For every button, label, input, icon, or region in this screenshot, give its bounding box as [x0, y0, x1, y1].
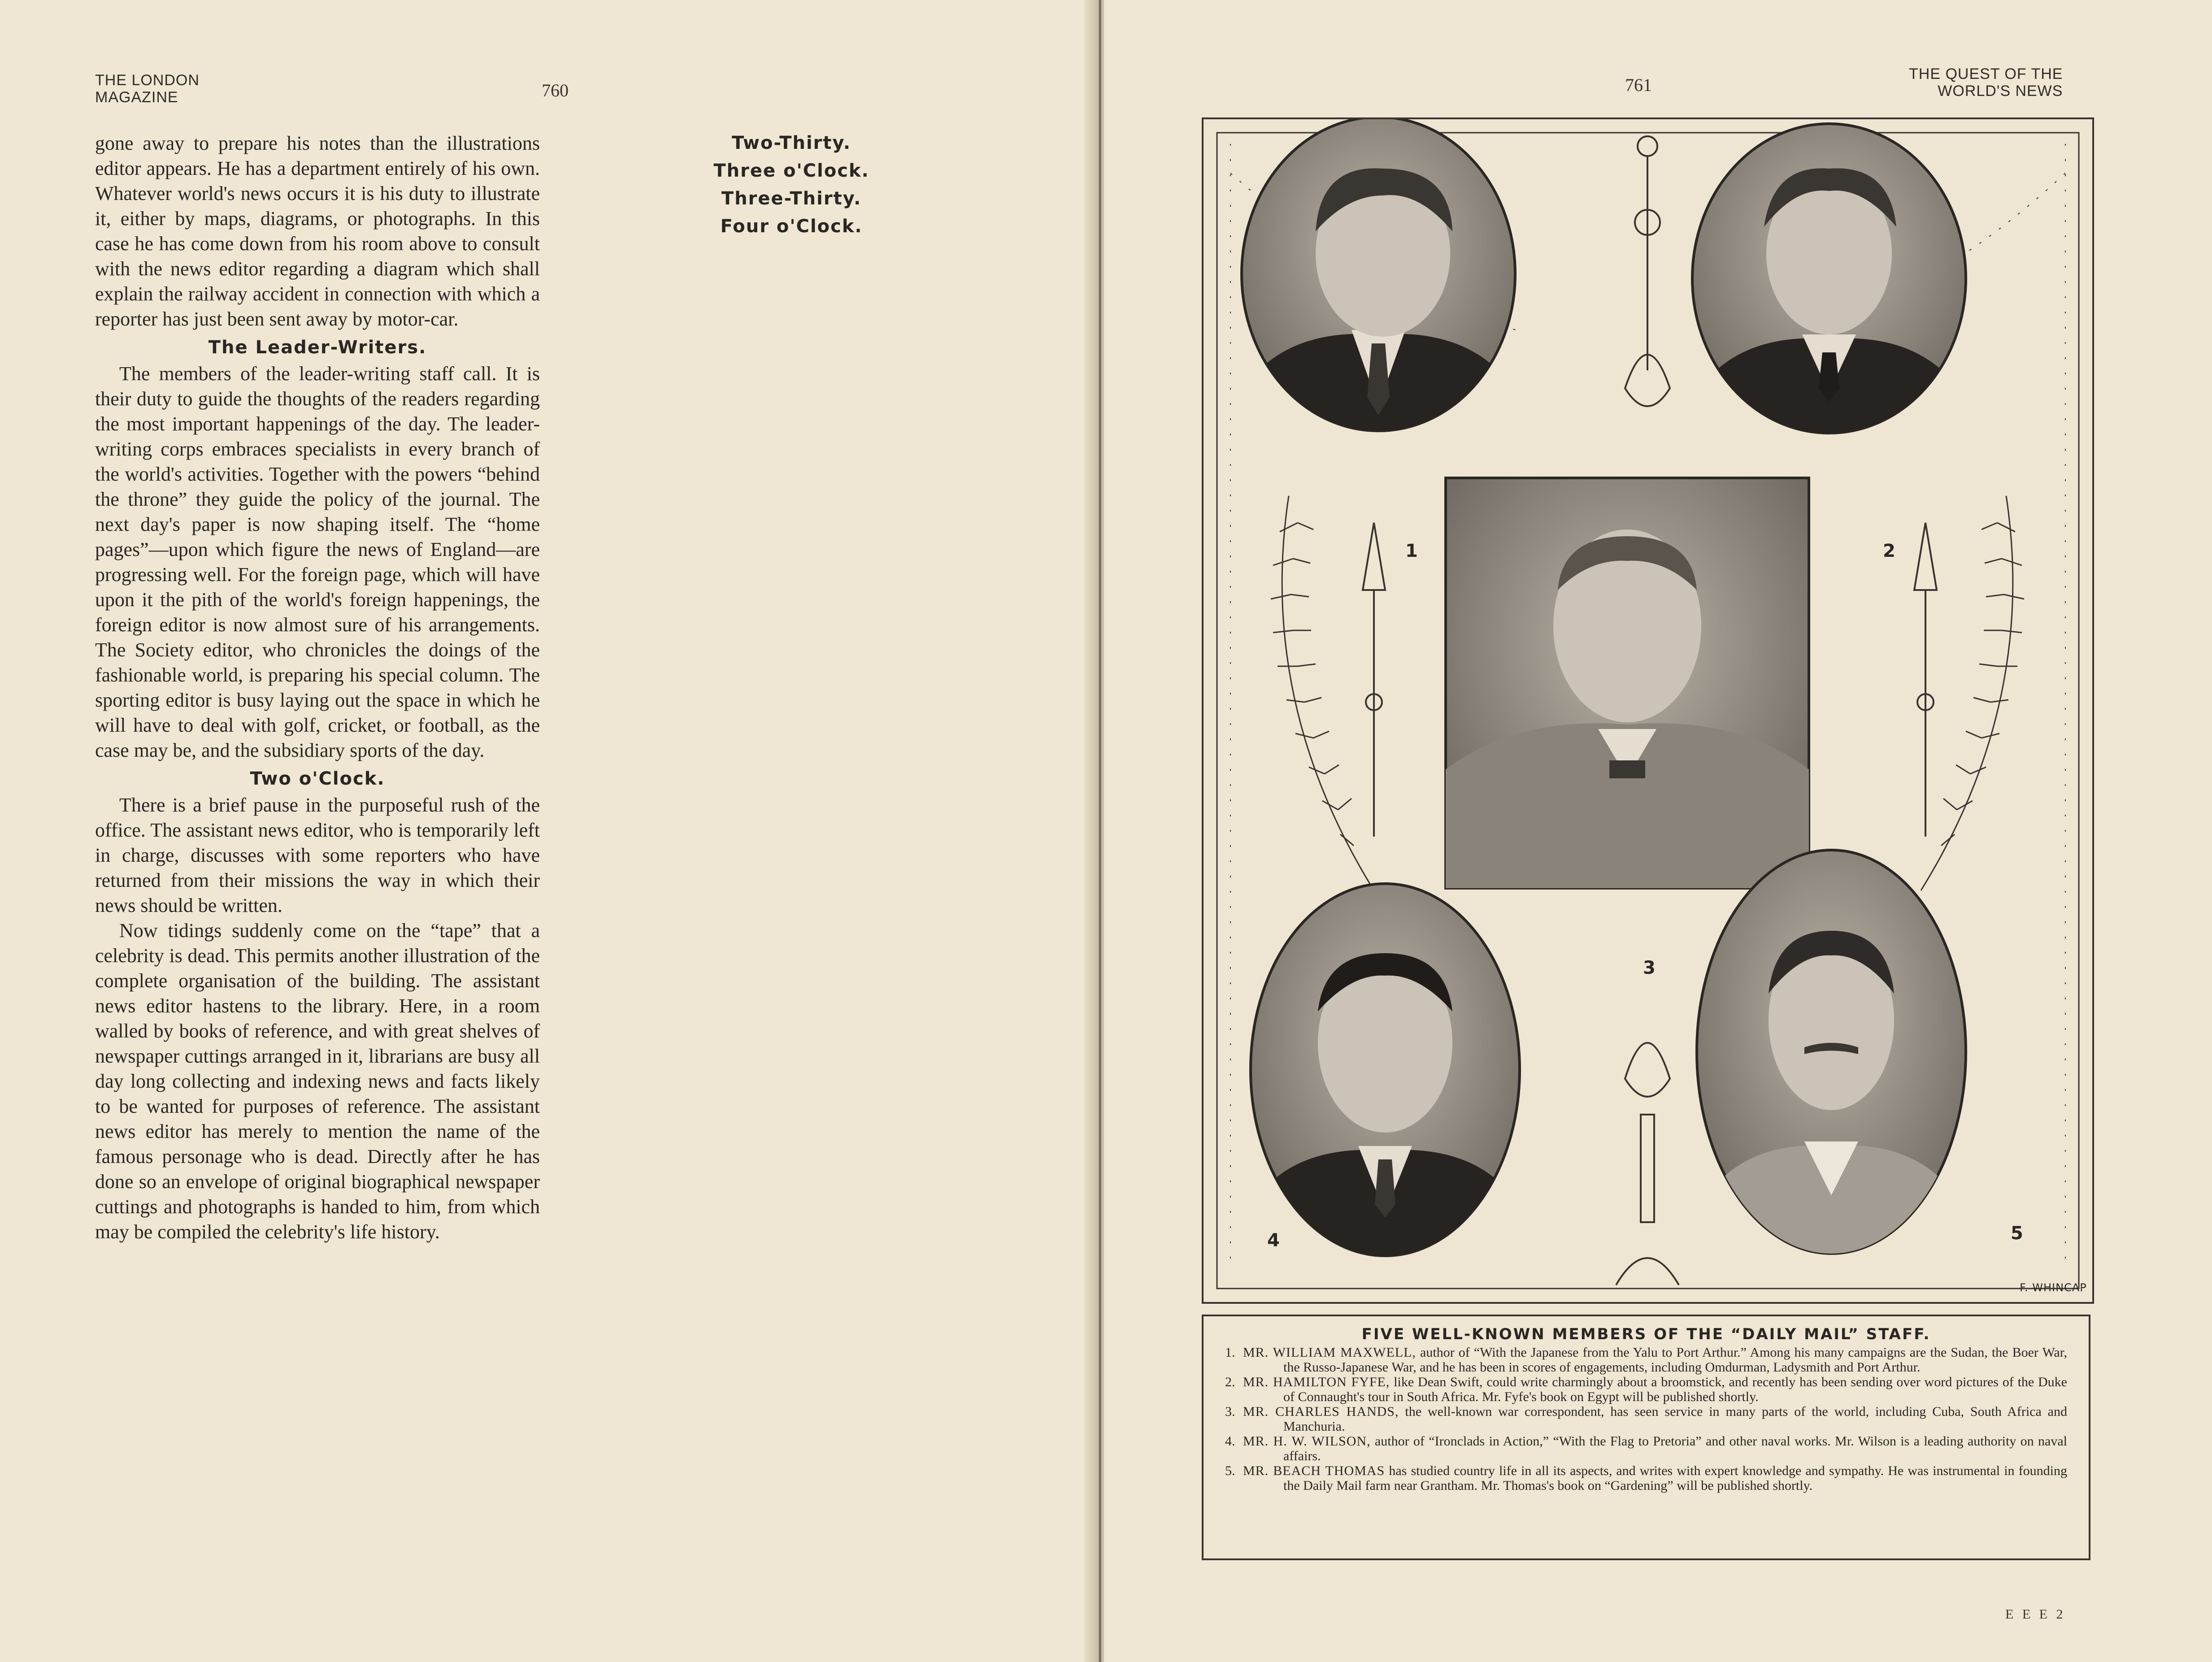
- portrait-number-2: 2: [1883, 541, 1895, 561]
- portrait-plate: [1202, 117, 2094, 1304]
- paragraph: The members of the leader-writing staff call. It is their duty to guide the thoughts of the readers regarding the most important happenings of the day. The leader-writing corps embraces specialists in every branch of the world's activities. Together with the powers “behind the throne” they guide the policy of the journal. The next day's paper is now shaping itself. The “home pages”—upon which figure the news of England—are progressing well. For the foreign page, which will have upon it the pith of the world's foreign happenings, the foreign editor is now almost sure of his arrangements. The Society editor, who chronicles the doings of the fashionable world, is preparing his special column. The sporting editor is busy laying out the space in which he will have to deal with golf, cricket, or football, as the case may be, and the subsidiary sports of the day.: [95, 363, 540, 761]
- subheading-leader-writers: The Leader-Writers.: [208, 337, 427, 358]
- caption-item-4: 4. MR. H. W. WILSON, author of “Ironclads in Action,” “With the Flag to Pretoria” and other naval works. Mr. Wilson is a leading authority on naval affairs.: [1225, 1434, 2067, 1463]
- portrait-number-3: 3: [1643, 958, 1656, 978]
- portrait-2: [1674, 124, 1984, 438]
- caption-item-2: 2. MR. HAMILTON FYFE, like Dean Swift, could write charmingly about a broomstick, and recently has been sending over word pictures of the Duke of Connaught's tour in South Africa. Mr. Fyfe's book on Egypt will be published shortly.: [1225, 1375, 2067, 1404]
- subheading-three-oclock: Three o'Clock.: [713, 161, 869, 181]
- signature-mark: E E E 2: [2005, 1607, 2066, 1622]
- portrait-number-5: 5: [2011, 1223, 2023, 1244]
- plate-art: [1204, 119, 2092, 1302]
- caption-item-1: 1. MR. WILLIAM MAXWELL, author of “With the Japanese from the Yalu to Port Arthur.” Among his many campaigns are the Sudan, the Boer War, the Russo-Japanese War, and he has been in scores of engagements, including Omdurman, Ladysmith and Port Arthur.: [1225, 1345, 2067, 1375]
- portrait-1: [1221, 119, 1535, 433]
- portrait-4: [1230, 884, 1540, 1258]
- paragraph: gone away to prepare his notes than the illustrations editor appears. He has a department entirely of his own. Whatever world's news occurs it is his duty to illustrate it, either by maps, diagrams, or photographs. In this case he has come down from his room above to consult with the news editor regarding a diagram which shall explain the railway accident in connection with which a reporter has just been sent away by motor-car.: [95, 132, 540, 330]
- subheading-three-thirty: Three-Thirty.: [721, 188, 862, 209]
- paragraph: Now tidings suddenly come on the “tape” that a celebrity is dead. This permits another illustration of the complete organisation of the building. The assistant news editor hastens to the library. Here, in a room walled by books of reference, and with great shelves of newspaper cuttings arranged in it, librarians are busy all day long collecting and indexing news and facts likely to be wanted for purposes of reference. The assistant news editor has merely to mention the name of the famous personage who is dead. Directly after he has done so an envelope of original biographical newspaper cuttings and photographs is handed to him, from which may be compiled the celebrity's life history.: [95, 920, 540, 1243]
- subheading-two-oclock: Two o'Clock.: [250, 768, 385, 789]
- right-running-head: THE QUEST OF THE WORLD'S NEWS: [1909, 65, 2063, 100]
- caption-item-5: 5. MR. BEACH THOMAS has studied country life in all its aspects, and writes with expert knowledge and sympathy. He was instrumental in founding the Daily Mail farm near Grantham. Mr. Thomas's book on “Gardening” will be published shortly.: [1225, 1463, 2067, 1493]
- left-page: [0, 0, 1094, 1662]
- left-running-head: THE LONDON MAGAZINE: [95, 72, 200, 106]
- subheading-two-thirty: Two-Thirty.: [732, 133, 851, 153]
- left-page-number: 760: [542, 80, 569, 100]
- pen-ornament-left: [1363, 523, 1385, 837]
- portrait-number-4: 4: [1267, 1230, 1280, 1251]
- pen-ornament-right: [1914, 523, 1937, 837]
- portrait-3: [1446, 478, 1809, 888]
- caption-box: [1202, 1315, 2090, 1560]
- portrait-number-1: 1: [1405, 541, 1418, 561]
- paragraph: There is a brief pause in the purposeful rush of the office. The assistant news editor, who is temporarily left in charge, discusses with some reporters who have returned from their missions the way in which their news should be written.: [95, 794, 540, 916]
- left-column-2: [569, 131, 1014, 240]
- subheading-four-oclock: Four o'Clock.: [720, 216, 863, 237]
- artist-signature: F. WHINCAP: [2020, 1281, 2087, 1294]
- right-page-number: 761: [1625, 75, 1652, 95]
- laurel-garland-left: [1271, 496, 1374, 890]
- caption-item-3: 3. MR. CHARLES HANDS, the well-known war correspondent, has seen service in many parts of the world, including Cuba, South Africa and Manchuria.: [1225, 1404, 2067, 1434]
- top-centre-ornament: [1625, 136, 1670, 406]
- caption-title: FIVE WELL-KNOWN MEMBERS OF THE “DAILY MAIL” STAFF.: [1361, 1325, 1931, 1343]
- portrait-5: [1679, 850, 1984, 1258]
- left-column-1: [95, 131, 540, 1245]
- bottom-centre-ornament: [1616, 1043, 1679, 1285]
- laurel-garland-right: [1921, 496, 2024, 890]
